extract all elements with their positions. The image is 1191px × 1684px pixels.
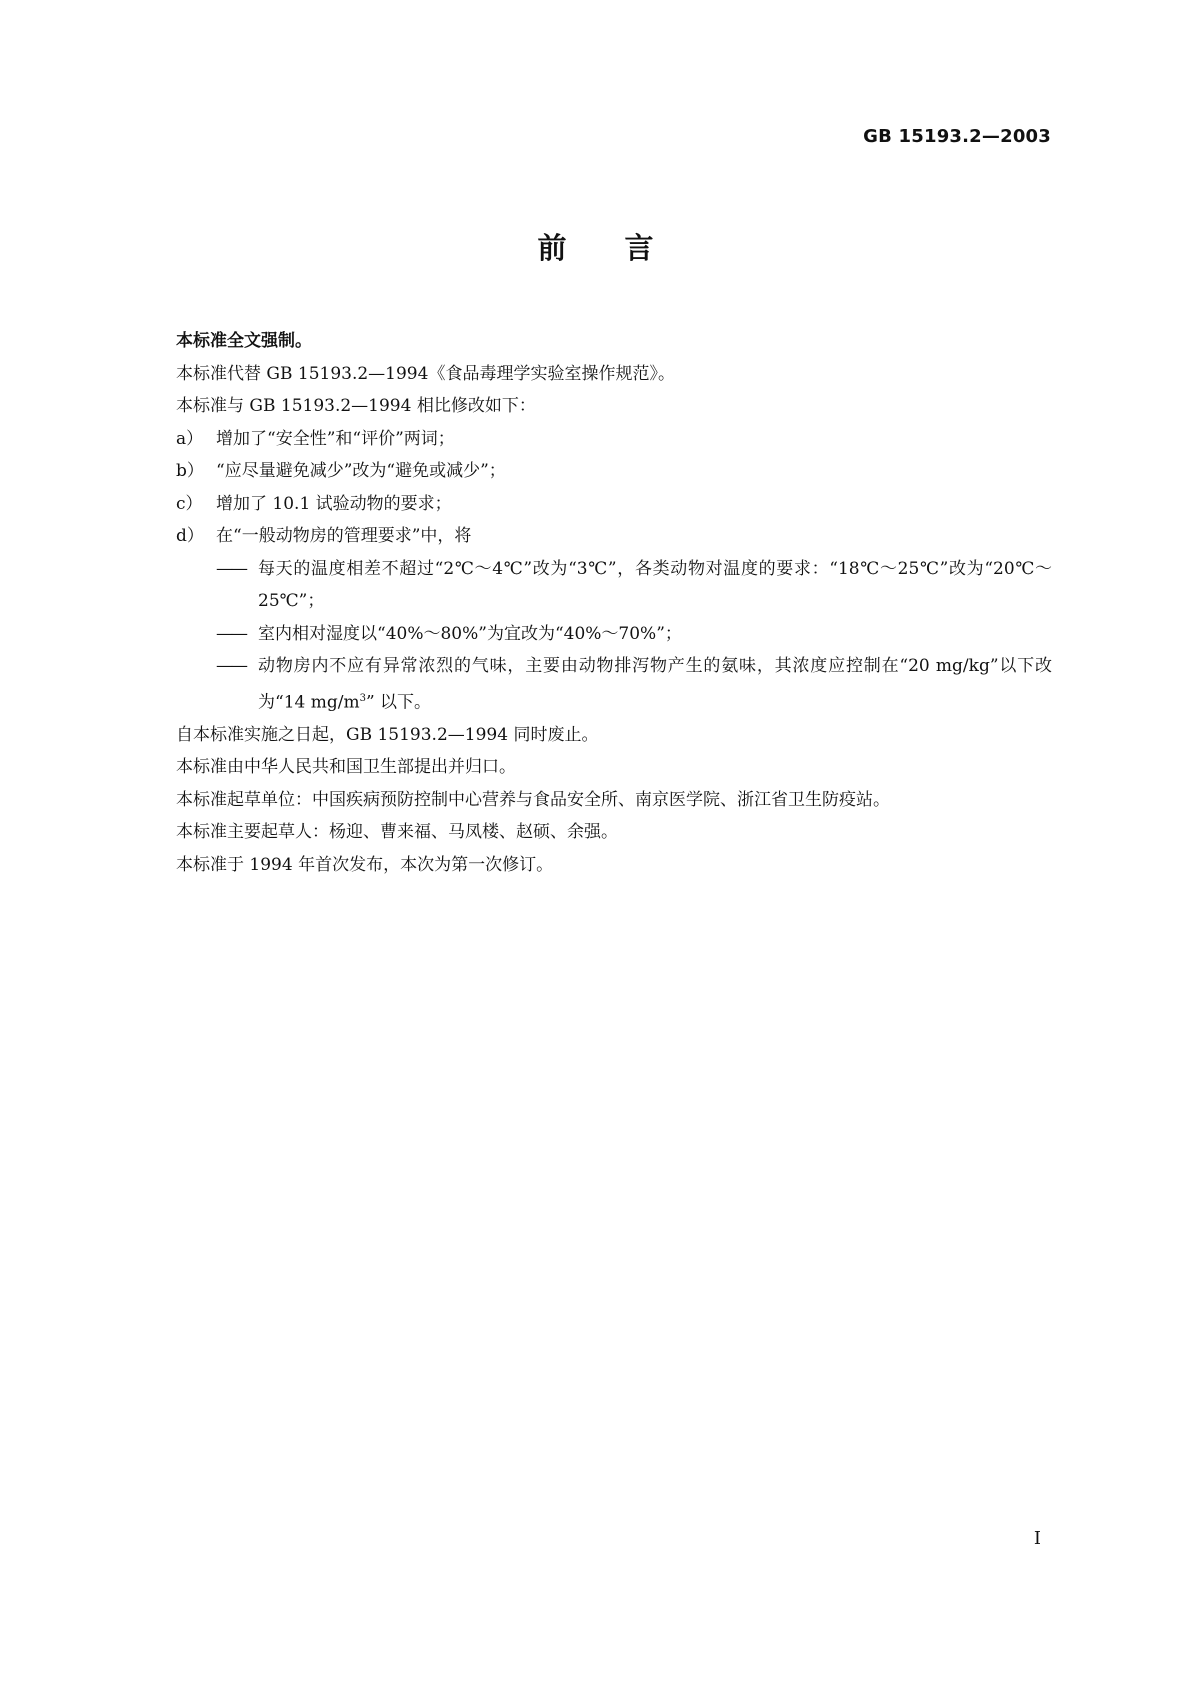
superscript-exponent: 3 [359, 692, 366, 704]
abolition-statement: 自本标准实施之日起，GB 15193.2—1994 同时废止。 [176, 724, 599, 745]
dash-text-main: 动物房内不应有异常浓烈的气味，主要由动物排泻物产生的氨味，其浓度应控制在“20 mg/kg”以下改为“14 mg/m [258, 656, 1052, 713]
drafting-units: 本标准起草单位：中国疾病预防控制中心营养与食品安全所、南京医学院、浙江省卫生防疫站。 [176, 789, 890, 810]
drafters: 本标准主要起草人：杨迎、曹来福、马凤楼、赵硕、余强。 [176, 822, 618, 843]
dash-text: 每天的温度相差不超过“2℃～4℃”改为“3℃”，各类动物对温度的要求：“18℃～25℃”改为“20℃～25℃”； [258, 558, 1052, 611]
dash-list [176, 553, 1052, 719]
dash-item-humidity [216, 618, 1052, 651]
dash-marker: —— [216, 558, 246, 579]
dash-item-odor [216, 650, 1052, 719]
standard-number: GB 15193.2—2003 [863, 126, 1051, 147]
list-marker: c） [176, 493, 203, 514]
list-text: 增加了 10.1 试验动物的要求； [216, 493, 452, 514]
mandatory-statement: 本标准全文强制。 [176, 331, 312, 351]
replacement-statement: 本标准代替 GB 15193.2—1994《食品毒理学实验室操作规范》。 [176, 363, 675, 384]
change-item-b [176, 455, 1052, 488]
dash-marker: —— [216, 656, 246, 676]
list-marker: d） [176, 526, 204, 546]
dash-text-end: ” 以下。 [365, 692, 432, 713]
proposer-statement: 本标准由中华人民共和国卫生部提出并归口。 [176, 757, 516, 778]
change-item-a [176, 423, 1052, 456]
page-title: 前言 [537, 231, 712, 265]
dash-marker: —— [216, 623, 246, 644]
list-marker: b） [176, 461, 204, 481]
list-text: “应尽量避免减少”改为“避免或减少”； [216, 461, 506, 481]
list-text: 增加了“安全性”和“评价”两词； [216, 428, 455, 449]
change-item-d [176, 520, 1052, 553]
foreword-body [176, 325, 1052, 881]
change-item-c [176, 488, 1052, 521]
changes-intro: 本标准与 GB 15193.2—1994 相比修改如下： [176, 396, 536, 416]
publication-history: 本标准于 1994 年首次发布，本次为第一次修订。 [176, 854, 554, 875]
dash-item-temperature [216, 553, 1052, 618]
dash-text: 室内相对湿度以“40%～80%”为宜改为“40%～70%”； [258, 623, 682, 644]
list-marker: a） [176, 428, 204, 449]
list-text: 在“一般动物房的管理要求”中，将 [216, 526, 472, 546]
page-number: I [1033, 1528, 1041, 1549]
dash-text [258, 650, 1052, 719]
